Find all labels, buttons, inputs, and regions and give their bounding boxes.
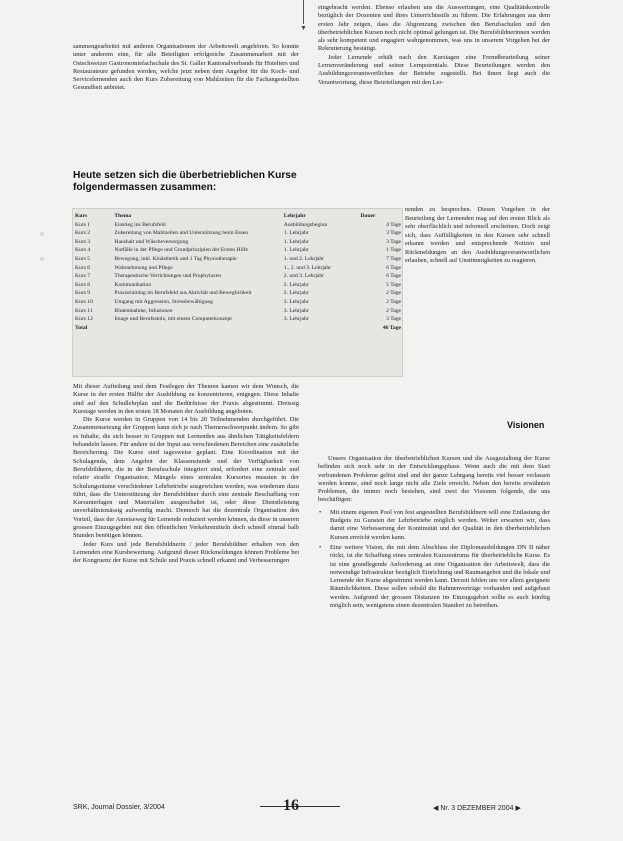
table-cell: 1 Tage: [386, 247, 401, 254]
table-cell: Kurs 8: [75, 281, 91, 288]
paragraph: Mit dieser Aufteilung und dem Festlegen der Themen kamen wir dem Wunsch, die Kurse in der ersten Hälfte der Ausbildung zu konzentrieren, entgegen. Diese Inhalte sind auf den Schullehrplan und die Bedürfnisse der Praxis abgestimmt. Dreissig Kurstage werden in den ersten 18 Monaten der Ausbildung angeboten.: [73, 383, 299, 415]
table-cell: Blutentnahme, Infusionen: [114, 307, 173, 314]
table-cell: Notfälle in der Pflege und Grundprinzipien der Ersten Hilfe: [114, 247, 248, 254]
table-cell: Wahrnehmung und Pflege: [114, 264, 173, 271]
table-cell: 6 Tage: [386, 273, 401, 280]
table-cell: 1., 2. und 3. Lehrjahr: [283, 264, 332, 271]
table-cell: 3 Tage: [386, 238, 401, 245]
paragraph: Unsere Organisation der überbetrieblichen Kursen und die Ausgestaltung der Kurse befinden sich noch sehr in der Entwicklungsphase. Wenn auch die mit dem Start verbundenen Probleme gelöst sind und der ganze Lehrgang bereits viel besser verlassen werden konnte, sind noch lange nicht alle Ziele erreicht. Neben den bereits erwähnten Problemen, die immer noch bestehen, sind zwei der Visionen folgende, die uns beschäftigen:: [318, 455, 550, 504]
left-column-bottom: [73, 383, 299, 566]
table-total-row: [75, 324, 401, 333]
table-row: [75, 272, 401, 281]
table-row: [75, 229, 401, 238]
table-cell: 3. Lehrjahr: [283, 307, 309, 314]
right-column-top: [318, 4, 550, 87]
table-cell: 3. Lehrjahr: [283, 298, 309, 305]
table-row: [75, 221, 401, 230]
table-cell: 1. Lehrjahr: [283, 247, 309, 254]
table-row: [75, 298, 401, 307]
table-cell: 2. Lehrjahr: [283, 281, 309, 288]
list-item: • Eine weitere Vision, die mit dem Abschluss der Diplomausbildungen DN II näher rückt, ist die Schaffung eines zentralen Kurszentrums für überbetriebliche Kurse. Es ist eine grundlegende Anforderung an eine Organisation der Arbeitswelt, dass die notwendige Infrastruktur bezüglich Einrichtung und Raumangebot und die lokale und Lernende der Kurse abgestimmt werden kann. Derzeit fehlen uns vor allem geeignete Räumlichkeiten. Diese sollen sobald die Rahmenverträge vorhanden und aufgebaut werden. Aufgrund der grossen Distanzen im Einzugsgebiet sollte es auch künftig möglich sein, wenigstens einen dezentralen Standort zu betreiben.: [330, 544, 550, 610]
punch-hole-mark: [40, 232, 44, 236]
footer-issue: [433, 804, 521, 812]
table-cell: Kurs 2: [75, 230, 91, 237]
visionen-heading: Visionen: [507, 420, 545, 430]
table-cell: Ausbildungsbeginn: [283, 221, 328, 228]
table-cell: 6 Tage: [386, 264, 401, 271]
table-cell: 1. Lehrjahr: [283, 238, 309, 245]
page-number: 16: [283, 797, 299, 814]
table-cell: 3. Lehrjahr: [283, 316, 309, 323]
table-cell: 1. und 2. Lehrjahr: [283, 255, 325, 262]
table-cell: Praxistraining im Berufsfeld aus Aktivität und Beweglichkeit: [114, 290, 252, 297]
table-cell: 3 Tage: [386, 230, 401, 237]
table-cell: Kurs 10: [75, 298, 93, 305]
table-cell: Kurs 5: [75, 255, 91, 262]
table-cell: Kurs 9: [75, 290, 91, 297]
table-cell: Kurs 11: [75, 307, 93, 314]
table-cell: Therapeutische Verrichtungen und Prophylaxen: [114, 273, 222, 280]
table-cell: 7 Tage: [386, 255, 401, 262]
table-cell: Umgang mit Aggression, Stressbewältigung: [114, 298, 213, 305]
table-cell: 4 Tage: [386, 221, 401, 228]
table-row: [75, 246, 401, 255]
table-cell: Image und Berufsstolz, mit einem Computerkonzept: [114, 316, 232, 323]
table-row: [75, 289, 401, 298]
table-row: [75, 315, 401, 324]
table-cell: Haushalt und Wäscheversorgung: [114, 238, 189, 245]
table-cell: 2. und 3. Lehrjahr: [283, 273, 325, 280]
section-heading: [73, 170, 305, 194]
total-value: 46 Tage: [382, 324, 401, 331]
list-item: • Mit einem eigenen Pool von fest angestellten Berufsbildnern will eine Entlastung der Budgets zu Gunsten der Lehrbetriebe möglich werden. Weiter erwarten wir, dass damit eine Verbesserung der Kontinuität und der Qualität in den überbetrieblichen Kursen erreicht werden kann.: [330, 509, 550, 542]
table-cell: Kurs 7: [75, 273, 91, 280]
table-cell: 2 Tage: [386, 307, 401, 314]
column-header: Thema: [114, 213, 132, 219]
table-cell: 5 Tage: [386, 281, 401, 288]
column-header: Kurs: [75, 213, 88, 219]
paragraph: sammengearbeitet mit anderen Organisationen der Arbeitswelt angehören. So konnte unter anderem eine, für alle Beteiligten erfolgreiche Zusammenarbeit mit der Ostschweizer Gastronomiefachschule des St. Galler Kantonalverbands für Hoteliers und Restaurateure gefunden werden, welche jetzt neben dem Angebot für die Koch- und Servicelernenden auch den Kurs Zubereitung von Mahlzeiten für die Fachangestellten Gesundheit anbietet.: [73, 43, 299, 92]
total-label: Total: [75, 324, 88, 331]
issue-label: Nr. 3 DEZEMBER 2004: [440, 805, 514, 812]
table-cell: 3 Tage: [386, 316, 401, 323]
course-table: [75, 212, 401, 332]
table-row: [75, 281, 401, 290]
table-cell: Kurs 3: [75, 238, 91, 245]
footer-publication: SRK, Journal Dossier, 3/2004: [73, 804, 165, 811]
table-cell: 1. Lehrjahr: [283, 230, 309, 237]
triangle-right-icon: ▶: [515, 805, 521, 812]
table-cell: Einstieg ins Berufsfeld: [114, 221, 166, 228]
table-cell: 2 Tage: [386, 290, 401, 297]
table-row: [75, 307, 401, 316]
table-cell: 2 Tage: [386, 298, 401, 305]
vision-list: [318, 509, 550, 611]
heading-line: Heute setzen sich die überbetrieblichen Kurse: [73, 170, 297, 181]
table-row: [75, 255, 401, 264]
right-of-table-column: [405, 206, 550, 266]
paragraph: eingebracht werden. Ebenso erlauben uns die Auswertungen, eine Qualitätskontrolle bezüglich der Dozenten und ihres Unterrichtsstils zu führen. Die Erfahrungen aus dem ersten Jahr zeigen, dass die Abgrenzung zwischen den Berufsschulen und den überbetrieblichen Kursen noch nicht optimal gelungen ist. Die Berufsbildnerinnen werden als sehr kompetent und engagiert wahrgenommen, was uns in unserem Vorgehen bei der Rekrutierung bestätigt.: [318, 4, 550, 53]
table-cell: 2. Lehrjahr: [283, 290, 309, 297]
table-cell: Kommunikation: [114, 281, 152, 288]
table-cell: Kurs 6: [75, 264, 91, 271]
down-arrow-icon: ▼: [300, 24, 307, 32]
table-cell: Bewegung, inkl. Kinästhetik und 1 Tag Physiotherapie: [114, 255, 237, 262]
table-cell: Kurs 4: [75, 247, 91, 254]
table-row: [75, 238, 401, 247]
footer-divider: [260, 806, 340, 807]
table-header-row: [75, 212, 401, 221]
table-cell: Kurs 1: [75, 221, 91, 228]
punch-hole-mark: [40, 257, 44, 261]
heading-line: folgendermassen zusammen:: [73, 182, 217, 193]
column-header: Lehrjahr: [283, 213, 306, 219]
paragraph: nenden zu besprechen. Diesen Vorgehen in der Beurteilung der Lernenden mag auf den ersten Blick als sehr oberflächlich und informell erscheinen. Doch zeigt sich, dass Auffälligkeiten in den Kursen sehr schnell erkannt werden und entsprechende Notizen und Rückmeldungen an den Ausbildungsverantwortlichen erlauben, schnell auf Unstimmigkeiten zu reagieren.: [405, 206, 550, 264]
column-header: Dauer: [360, 213, 376, 219]
table-cell: Kurs 12: [75, 316, 93, 323]
left-column-top: [73, 43, 299, 93]
table-cell: Zubereitung von Mahlzeiten und Unterstützung beim Essen: [114, 230, 249, 237]
top-divider: [303, 0, 304, 24]
paragraph: Jeder Lernende erhält nach den Kurstagen eine Fremdbeurteilung seiner Lernenveränderung und seiner Lernpotentiale. Diese Beurteilungen werden den Ausbildungsverantwortlichen der Betriebe zugestellt. Bei ihnen liegt auch die Verantwortung, diese Beurteilungen mit den Ler-: [318, 53, 550, 86]
table-row: [75, 264, 401, 273]
paragraph: Jeder Kurs und jede Berufsbildnerin / jeder Berufsbildner erhalten von den Lernenden eine Kursbewertung. Aufgrund dieser Rückmeldungen können Probleme bei der Kongruenz der Kurse mit Schule und Praxis schnell erkannt und Verbesserungen: [73, 540, 299, 565]
right-column-bottom: [318, 455, 550, 612]
triangle-left-icon: ◀: [433, 805, 439, 812]
paragraph: Die Kurse werden in Gruppen von 14 bis 20 Teilnehmenden durchgeführt. Die Zusammensetzung der Gruppen kann sich je nach Themenschwerpunkt ändern. So gibt es Inhalte, die sich besser in Gruppen mit Lernenden aus ähnlichen Tätigkeitsfeldern behandeln lassen. Für andere ist der Input aus verschiedenen Bereichen eine zusätzliche Bereicherung. Die Kurse sind tagesweise geplant. Eine Koordination mit der Schulagenda, dem Angebot der Klassenstunde und der Verfügbarkeit von Berufsbildnern, die in der Berufsschule integriert sind, erfordert eine zentrale und relativ straffe Organisation. Mängels eines zentralen Kursortes mussten in der Schulungsräume verschiedener Lehrbetriebe ausgewichen werden, was wiederum dazu führt, dass die Unterstützung der Berufsbildner durch eine zentrale Beschaffung von Kursunterlagen und Materialien ausgeschaltet ist, oder diese Dienstleistung unverhältnismässig aufwendig macht. Dennoch hat die dezentrale Organisation den Vorteil, dass der Anreiseweg für Lernende reduziert werden können, da diese in unseren grossen Einzugsgebiet mit den öffentlichen Verkehrsmitteln doch schnell einmal halb Stunden benötigen können.: [73, 416, 299, 540]
